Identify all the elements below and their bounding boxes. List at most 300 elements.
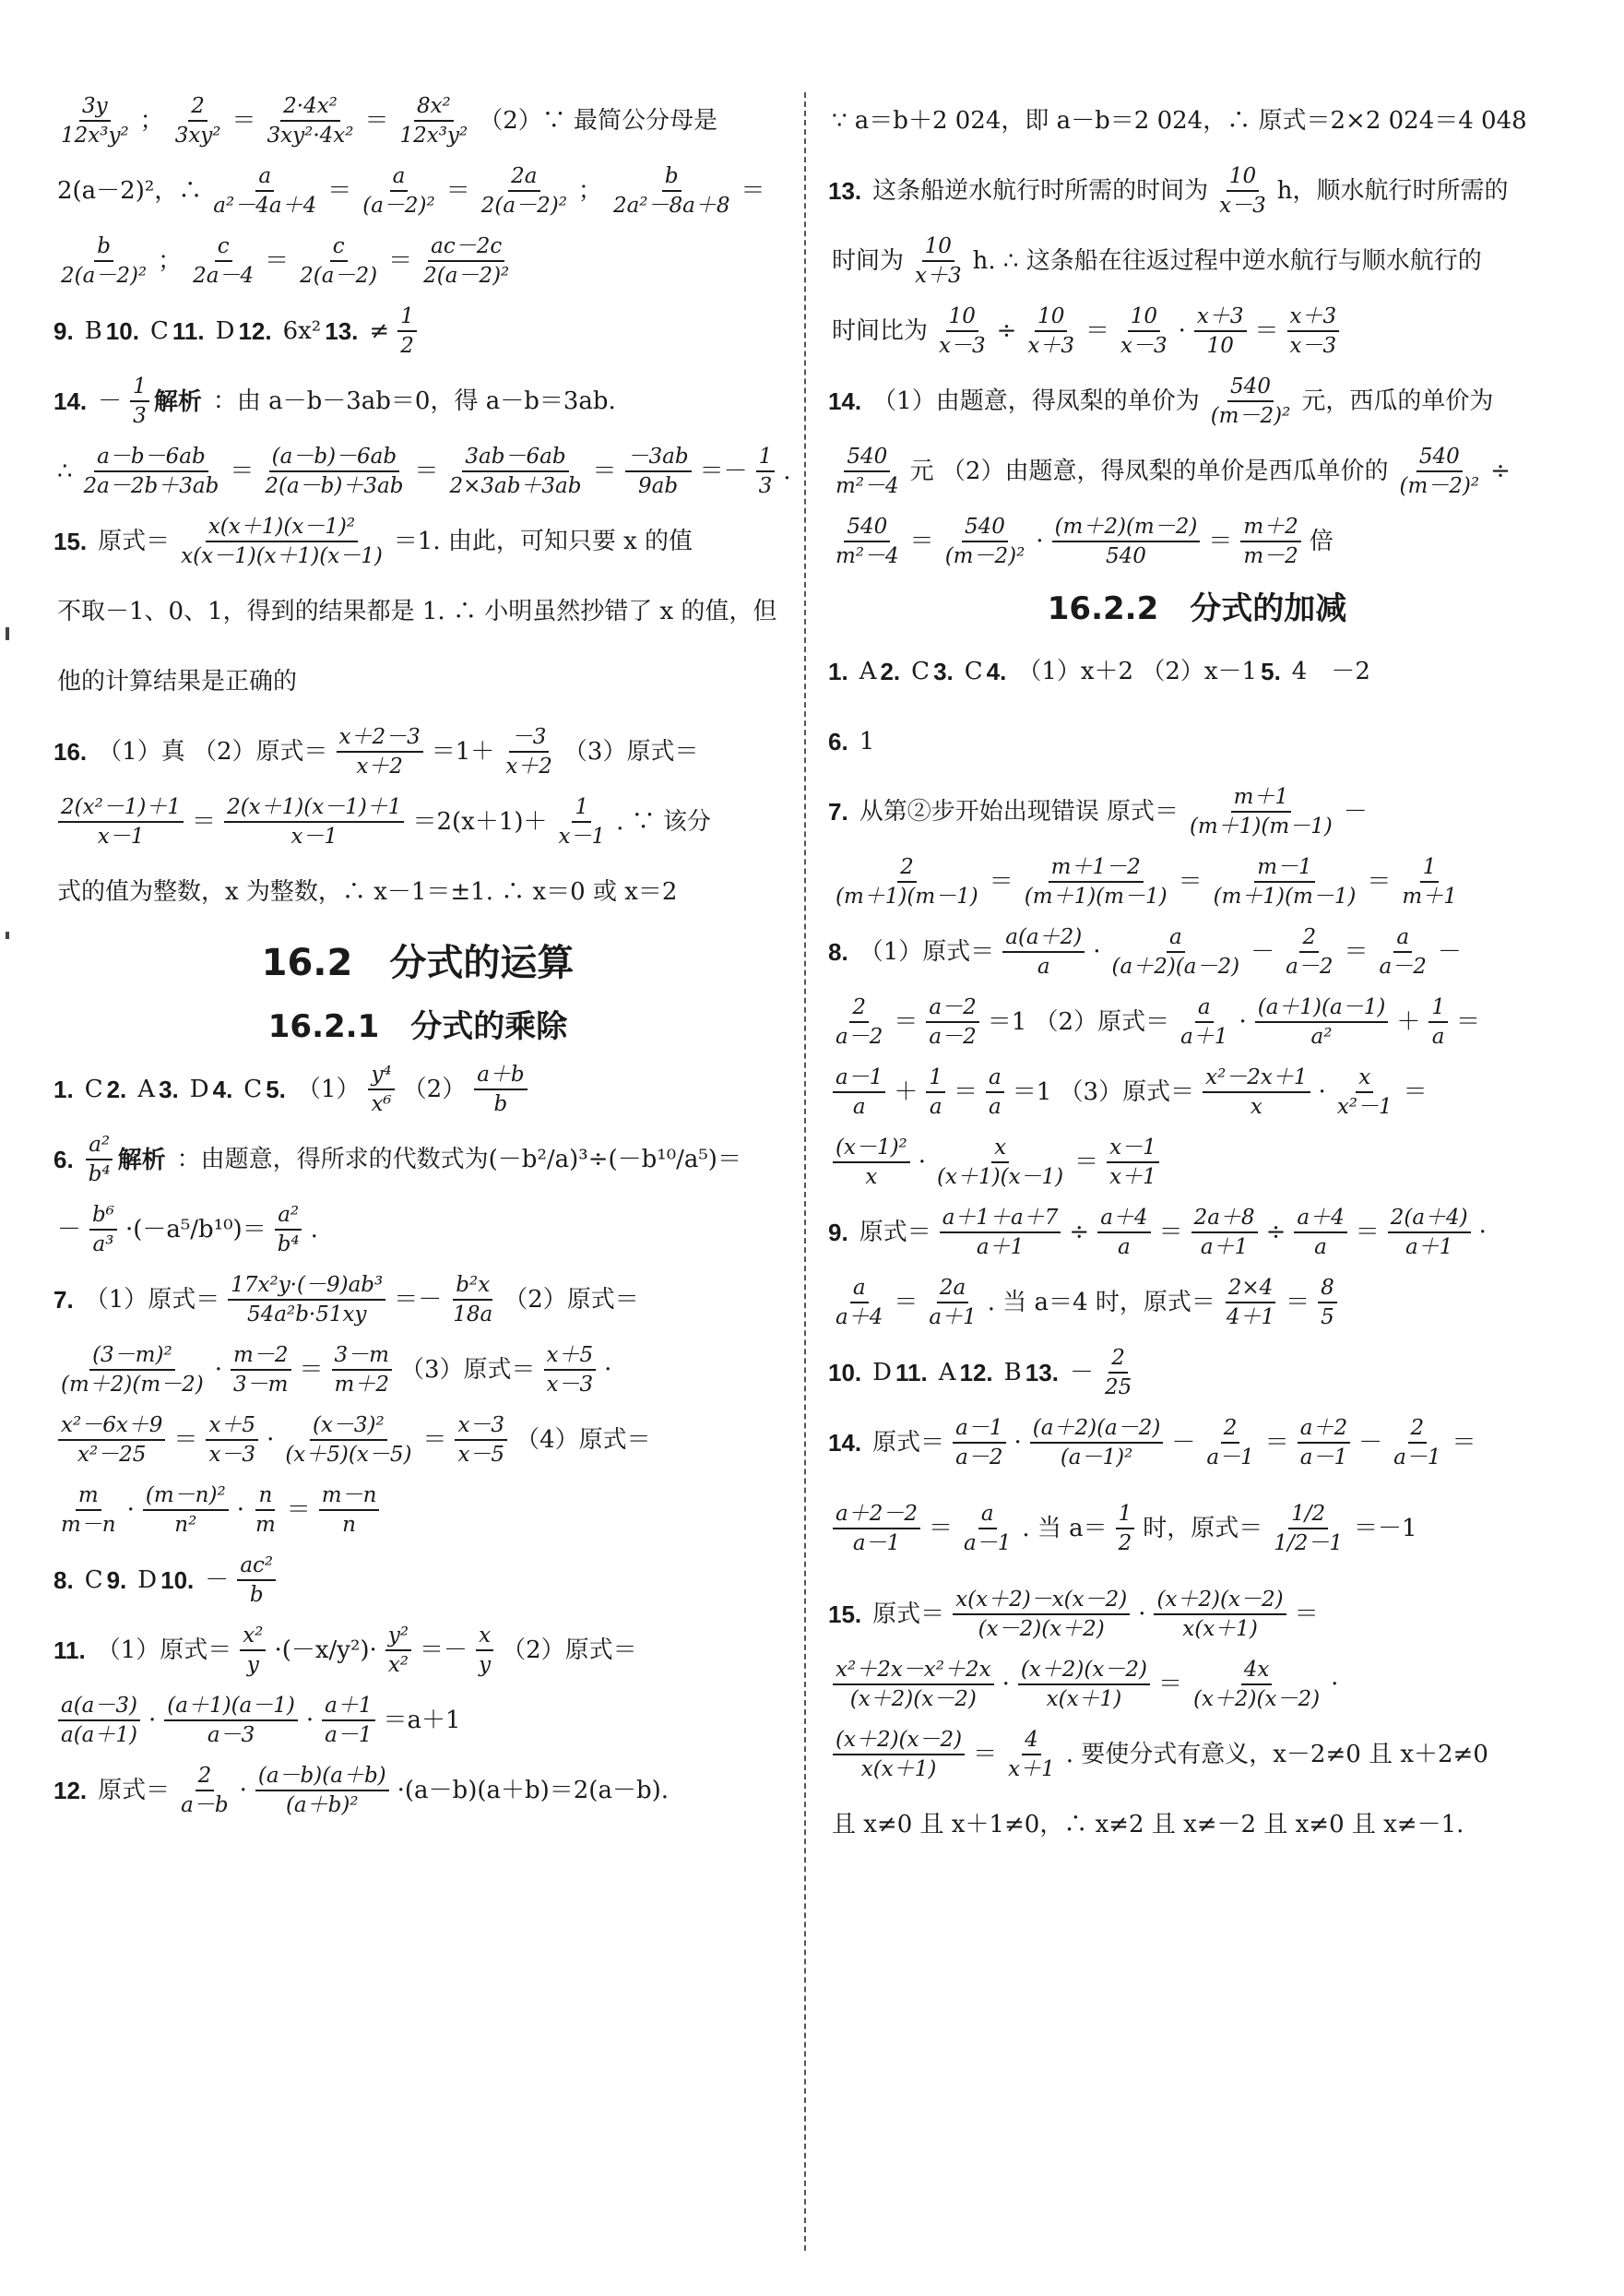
fraction-numerator: x²－2x＋1	[1203, 1065, 1310, 1093]
fraction	[833, 1728, 965, 1782]
fraction-numerator: 540	[844, 445, 890, 472]
answer-text: （3）原式＝	[399, 1355, 536, 1384]
answer-text: ＝	[928, 1514, 953, 1542]
fraction-denominator: y	[479, 1653, 492, 1677]
answer-text: A	[859, 657, 877, 685]
fraction	[1187, 785, 1335, 839]
answer-text: （2）原式＝	[504, 1285, 639, 1314]
answer-line	[53, 793, 782, 851]
fraction-denominator: 18a	[453, 1303, 493, 1326]
answer-text: ＝	[231, 106, 256, 135]
answer-text: ÷	[1490, 457, 1511, 485]
fraction-numerator: x＋3	[1287, 304, 1340, 332]
answer-line	[53, 863, 782, 921]
fraction	[940, 1206, 1061, 1260]
fraction-numerator: 1	[130, 375, 149, 402]
answer-line	[828, 513, 1566, 570]
fraction-numerator: 2(a＋4)	[1388, 1206, 1471, 1233]
answer-text: －	[205, 1565, 230, 1594]
fraction	[503, 725, 555, 779]
answer-text: ＝	[1264, 1428, 1289, 1457]
answer-text: ÷	[1265, 1218, 1286, 1246]
fraction	[1154, 1588, 1286, 1642]
fraction	[81, 445, 222, 499]
fraction-numerator: a(a＋2)	[1002, 925, 1085, 953]
fraction-denominator: x(x＋1)	[1182, 1617, 1258, 1641]
fraction-denominator: (a＋b)²	[285, 1793, 359, 1817]
fraction	[1191, 1658, 1322, 1712]
answer-text: ＝－	[420, 1636, 468, 1664]
fraction-denominator: x－1	[558, 825, 606, 849]
answer-line	[828, 783, 1566, 840]
answer-text: ＝	[1367, 867, 1392, 896]
fraction-denominator: x－3	[546, 1373, 594, 1397]
answer-line	[828, 1796, 1566, 1853]
fraction-numerator: 10	[1035, 304, 1067, 332]
answer-text: ·	[604, 1355, 612, 1384]
fraction	[397, 94, 471, 149]
fraction-numerator: 2	[1299, 925, 1319, 953]
answer-text: C	[911, 657, 931, 685]
fraction-denominator: m	[255, 1513, 276, 1537]
answer-line	[53, 1552, 782, 1609]
answer-text: ·	[1178, 316, 1186, 345]
fraction-numerator: a	[1167, 925, 1185, 953]
fraction	[1216, 164, 1269, 219]
answer-line	[53, 303, 782, 360]
answer-text: ＝	[894, 1007, 919, 1036]
fraction-denominator: 2	[400, 334, 414, 358]
answer-line	[828, 1344, 1566, 1401]
question-number: 9.	[106, 1565, 127, 1594]
fraction-denominator: x－3	[208, 1443, 256, 1467]
fraction-denominator: (m＋2)(m－2)	[61, 1373, 204, 1397]
fraction	[1097, 1206, 1150, 1260]
fraction	[1208, 375, 1294, 429]
answer-text: 时间比为	[832, 316, 929, 345]
answer-text: ＝	[414, 457, 439, 485]
fraction-denominator: 3	[758, 474, 773, 498]
fraction-numerator: y²	[385, 1624, 411, 1651]
answer-text: ；	[139, 106, 164, 135]
fraction	[625, 445, 692, 499]
answer-line	[828, 1134, 1566, 1191]
fraction	[1334, 1065, 1395, 1120]
answer-line	[53, 1692, 782, 1749]
answer-text: ·	[1093, 937, 1101, 966]
answer-text: －	[1251, 937, 1275, 966]
fraction	[1211, 855, 1359, 910]
fraction-numerator: 1	[926, 1065, 945, 1093]
fraction	[210, 164, 319, 219]
fraction-numerator: a	[1195, 995, 1214, 1023]
answer-text: ＝	[327, 176, 352, 205]
fraction-numerator: 2	[1408, 1416, 1428, 1444]
fraction-numerator: x＋2－3	[337, 725, 423, 753]
fraction-denominator: a－1	[852, 1531, 901, 1555]
answer-line	[828, 1656, 1566, 1713]
answer-text: 不取－1、0、1，得到的结果都是 1. ∴ 小明虽然抄错了 x 的值，但	[57, 597, 777, 625]
answer-text: ·	[918, 1148, 927, 1176]
fraction-denominator: b⁴	[277, 1232, 300, 1256]
fraction-numerator: －3	[509, 725, 550, 753]
fraction-numerator: b⁶	[89, 1203, 117, 1231]
fraction	[397, 304, 417, 359]
fraction-numerator: 3y	[79, 94, 111, 122]
fraction-numerator: 17x²y·(－9)ab³	[228, 1273, 385, 1301]
fraction-numerator: 10	[922, 234, 954, 262]
fraction	[1116, 1502, 1135, 1556]
fraction-numerator: x－3	[455, 1413, 507, 1441]
fraction	[833, 445, 902, 499]
fraction-numerator: b	[662, 164, 682, 192]
fraction-denominator: 2	[1118, 1531, 1132, 1555]
fraction-denominator: (a＋2)(a－2)	[1111, 955, 1240, 979]
answer-line	[53, 513, 782, 570]
answer-text: ·(－x/y²)·	[274, 1636, 377, 1664]
fraction-denominator: a－2	[836, 1025, 883, 1049]
fraction	[1194, 304, 1247, 359]
fraction-denominator: (a－1)²	[1060, 1445, 1133, 1469]
fraction-denominator: (m－2)²	[1210, 404, 1291, 428]
answer-line	[828, 1484, 1566, 1573]
answer-text: ＝	[192, 807, 217, 836]
margin-tick-2	[6, 932, 9, 939]
answer-text: －	[1171, 1428, 1196, 1457]
fraction-numerator: 1	[1116, 1502, 1135, 1529]
answer-text: ＋	[1396, 1007, 1421, 1036]
fraction	[1224, 1276, 1277, 1330]
question-number: 8.	[828, 937, 848, 966]
answer-text: ＝	[894, 1288, 919, 1316]
answer-text: ＝－	[394, 1285, 443, 1314]
answer-text: ＝	[1403, 1077, 1428, 1106]
answer-text: （2）	[402, 1075, 467, 1103]
fraction-denominator: 9ab	[638, 474, 679, 498]
answer-text: ＝2(x＋1)＋	[412, 807, 548, 836]
margin-tick-1	[6, 627, 9, 640]
fraction	[228, 1273, 385, 1327]
fraction-denominator: 12x³y²	[399, 124, 468, 148]
fraction-numerator: 540	[1227, 375, 1274, 402]
answer-text: （2）∵ 最简公分母是	[479, 106, 717, 135]
answer-text: ＝	[388, 246, 413, 275]
question-number: 3.	[159, 1075, 179, 1103]
fraction-numerator: 2	[1108, 1346, 1128, 1374]
fraction-denominator: a	[1118, 1235, 1131, 1259]
answer-text: .	[310, 1215, 318, 1243]
fraction-denominator: a－2	[1286, 955, 1334, 979]
fraction-numerator: m－n	[319, 1483, 380, 1511]
answer-text: B	[84, 316, 102, 345]
fraction	[421, 234, 512, 289]
fraction-numerator: m－1	[1254, 855, 1314, 883]
answer-text: ＝a＋1	[383, 1706, 461, 1734]
fraction	[58, 94, 132, 149]
answer-text: ·	[1318, 1077, 1326, 1106]
fraction-numerator: a²	[275, 1203, 302, 1231]
fraction-denominator: a²	[1310, 1025, 1333, 1049]
fraction	[833, 855, 981, 910]
fraction	[337, 725, 423, 779]
question-number: 2.	[880, 657, 901, 685]
answer-text: ·	[126, 1495, 135, 1524]
answer-text: 时间为	[832, 246, 905, 275]
answer-text: －	[1437, 937, 1462, 966]
fraction	[1191, 1206, 1258, 1260]
answer-text: ·	[1002, 1670, 1010, 1698]
fraction-denominator: x＋1	[1008, 1757, 1055, 1781]
answer-text: ＝	[989, 867, 1014, 896]
fraction-denominator: a³	[92, 1232, 114, 1256]
left-column	[53, 92, 791, 1832]
answer-line	[828, 643, 1566, 700]
fraction-numerator: a＋b	[474, 1063, 527, 1090]
answer-text: ·	[214, 1355, 223, 1384]
question-number: 11.	[895, 1358, 928, 1386]
fraction	[1377, 925, 1429, 980]
answer-text: ＝	[286, 1495, 311, 1524]
fraction-denominator: a－1	[1393, 1445, 1441, 1469]
answer-text: ＝	[909, 527, 934, 555]
question-number: 14.	[828, 1428, 862, 1457]
answer-text: 原式＝	[859, 1218, 931, 1246]
fraction-numerator: m	[76, 1483, 101, 1511]
answer-text: ＝	[592, 457, 617, 485]
answer-text: －	[1343, 797, 1368, 826]
fraction-numerator: b	[94, 234, 113, 262]
question-number: 9.	[53, 316, 74, 345]
answer-text: . 要使分式有意义，x－2≠0 且 x＋2≠0	[1065, 1740, 1488, 1768]
fraction-denominator: a	[852, 1095, 866, 1119]
question-number: 6.	[53, 1145, 74, 1173]
fraction-denominator: x(x＋1)	[1046, 1687, 1122, 1711]
fraction-denominator: a－1	[1206, 1445, 1254, 1469]
answer-line	[53, 373, 782, 430]
question-number: 6.	[828, 727, 848, 755]
fraction-denominator: a＋1	[1180, 1025, 1228, 1049]
fraction	[1005, 1728, 1058, 1782]
fraction	[455, 1413, 507, 1468]
fraction	[1107, 1136, 1159, 1190]
answer-text: A	[137, 1075, 156, 1103]
fraction-numerator: a	[390, 164, 409, 192]
answer-text: ＝	[299, 1355, 324, 1384]
fraction-numerator: 1	[1420, 855, 1440, 883]
answer-text: ＝	[1254, 316, 1279, 345]
fraction-numerator: 2a	[937, 1276, 968, 1303]
fraction	[1396, 445, 1482, 499]
answer-text: C	[964, 657, 983, 685]
answer-text: －	[57, 1215, 82, 1243]
answer-text: . 当 a＝	[1022, 1514, 1108, 1542]
fraction-denominator: 5	[1321, 1305, 1334, 1329]
fraction	[262, 445, 406, 499]
question-number: 14.	[828, 387, 862, 415]
answer-text: ＝	[173, 1425, 198, 1454]
fraction	[1118, 304, 1170, 359]
fraction-numerator: 2×4	[1226, 1276, 1276, 1303]
fraction-denominator: b	[493, 1092, 508, 1116]
answer-line	[828, 993, 1566, 1051]
answer-line	[53, 583, 782, 640]
answer-line	[53, 1341, 782, 1398]
fraction-denominator: a(a＋1)	[61, 1723, 138, 1747]
question-number: 13.	[828, 176, 862, 205]
fraction-numerator: 3ab－6ab	[462, 445, 568, 472]
fraction-numerator: m＋1	[1231, 785, 1291, 813]
question-number: 3.	[933, 657, 954, 685]
fraction-denominator: (x－2)(x＋2)	[978, 1617, 1105, 1641]
answer-text: C	[149, 316, 169, 345]
answer-line	[828, 232, 1566, 290]
section-heading: 16.2.1 分式的乘除	[267, 1008, 568, 1045]
fraction-numerator: 8x²	[414, 94, 454, 122]
question-number: 10.	[828, 1358, 862, 1386]
fraction-numerator: 4	[1022, 1728, 1041, 1755]
question-number: 解析	[117, 1145, 166, 1173]
fraction	[756, 445, 776, 499]
fraction	[178, 1764, 231, 1818]
fraction-denominator: y	[246, 1653, 259, 1677]
answer-text: （1）原式＝	[859, 937, 995, 966]
answer-text: ＝	[1158, 1218, 1183, 1246]
fraction-denominator: a＋1	[976, 1235, 1025, 1259]
question-number: 5.	[1261, 657, 1281, 685]
fraction	[385, 1624, 411, 1678]
fraction-denominator: x－3	[1289, 334, 1337, 358]
fraction	[1025, 304, 1077, 359]
answer-line	[828, 1274, 1566, 1331]
answer-text: （1）原式＝	[96, 1636, 232, 1664]
answer-text: ＝	[1208, 527, 1233, 555]
answer-line	[53, 1271, 782, 1328]
fraction	[1391, 1416, 1443, 1470]
fraction	[610, 164, 733, 219]
fraction-numerator: n	[255, 1483, 275, 1511]
fraction-numerator: 10	[1128, 304, 1160, 332]
fraction-denominator: a－2	[929, 1025, 977, 1049]
answer-text: （1）	[296, 1075, 361, 1103]
answer-text: ＝	[1452, 1428, 1476, 1457]
question-number: 4.	[212, 1075, 233, 1103]
question-number: 7.	[828, 797, 848, 826]
fraction-denominator: 2×3ab＋3ab	[449, 474, 582, 498]
fraction	[255, 1764, 389, 1818]
fraction	[953, 1588, 1130, 1642]
fraction	[265, 94, 357, 149]
answer-text: －	[1358, 1428, 1383, 1457]
answer-line	[828, 923, 1566, 981]
fraction-denominator: m－n	[61, 1513, 116, 1537]
fraction-numerator: 540	[1417, 445, 1463, 472]
answer-text: 2(a－2)²，∴	[57, 176, 203, 205]
answer-text: ·	[267, 1425, 275, 1454]
answer-text: ·	[239, 1776, 247, 1804]
fraction-denominator: a－b	[181, 1793, 229, 1817]
fraction-denominator: x－3	[1120, 334, 1168, 358]
fraction-denominator: a	[1431, 1025, 1445, 1049]
fraction-denominator: 3xy²	[174, 124, 221, 148]
fraction-numerator: c	[215, 234, 232, 262]
fraction-denominator: b⁴	[88, 1162, 111, 1186]
fraction	[253, 1483, 279, 1538]
fraction-numerator: a	[255, 164, 274, 192]
fraction	[934, 1136, 1066, 1190]
fraction-numerator: (a－b)(a＋b)	[255, 1764, 389, 1791]
fraction	[58, 795, 184, 850]
fraction-denominator: x²	[387, 1653, 409, 1677]
answer-text: ＝	[364, 106, 389, 135]
fraction-denominator: m－2	[1243, 544, 1298, 568]
answer-line	[53, 92, 782, 149]
fraction	[833, 1658, 994, 1712]
answer-text: h，顺水航行时所需的	[1276, 176, 1509, 205]
answer-text: ＝－1	[1353, 1514, 1417, 1542]
fraction-numerator: b²x	[453, 1273, 492, 1301]
fraction	[926, 1065, 945, 1120]
fraction	[164, 1694, 298, 1748]
fraction-numerator: a	[850, 1276, 869, 1303]
fraction-numerator: (x－3)²	[310, 1413, 387, 1441]
answer-line	[828, 1204, 1566, 1261]
answer-text: ÷	[1069, 1218, 1090, 1246]
fraction-numerator: a＋1＋a＋7	[940, 1206, 1061, 1233]
fraction-numerator: (m＋2)(m－2)	[1052, 515, 1201, 542]
fraction	[476, 1624, 493, 1678]
answer-text: ；	[577, 176, 602, 205]
fraction	[833, 1502, 920, 1556]
fraction	[89, 1203, 117, 1257]
fraction-numerator: a＋4	[1294, 1206, 1346, 1233]
fraction	[143, 1483, 229, 1538]
fraction	[1178, 995, 1230, 1050]
answer-text: 时，原式＝	[1143, 1514, 1263, 1542]
answer-text: 原式＝	[872, 1600, 945, 1628]
fraction-numerator: x＋5	[544, 1343, 597, 1371]
answer-text: 倍	[1309, 527, 1334, 555]
answer-text: ·	[1331, 1670, 1339, 1698]
fraction-numerator: (m－n)²	[143, 1483, 229, 1511]
answer-text: ∴	[57, 457, 73, 485]
fraction-numerator: a－1	[953, 1416, 1005, 1444]
fraction-numerator: x²－6x＋9	[58, 1413, 165, 1441]
question-number: 14.	[53, 387, 88, 415]
fraction-numerator: (3－m)²	[89, 1343, 175, 1371]
fraction-numerator: x＋5	[206, 1413, 258, 1441]
fraction-denominator: 3xy²·4x²	[267, 124, 354, 148]
answer-line	[828, 1726, 1566, 1783]
answer-text: （1）原式＝	[84, 1285, 220, 1314]
fraction	[1255, 995, 1389, 1050]
fraction	[555, 795, 608, 850]
fraction	[275, 1203, 302, 1257]
fraction-denominator: a	[1314, 1235, 1327, 1259]
fraction	[58, 1694, 140, 1748]
question-number: 13.	[1025, 1358, 1059, 1386]
question-number: 5.	[266, 1075, 286, 1103]
question-number: 9.	[828, 1218, 848, 1246]
fraction	[1399, 855, 1459, 910]
fraction-numerator: 2a＋8	[1191, 1206, 1258, 1233]
answer-text: 这条船逆水航行时所需的时间为	[872, 176, 1209, 205]
answer-text: 4 －2	[1291, 657, 1370, 685]
answer-line	[53, 1411, 782, 1469]
fraction-denominator: 54a²b·51xy	[247, 1303, 367, 1326]
answer-line	[53, 1622, 782, 1679]
question-number: 10.	[160, 1565, 195, 1594]
fraction-denominator: x－1	[290, 825, 338, 849]
